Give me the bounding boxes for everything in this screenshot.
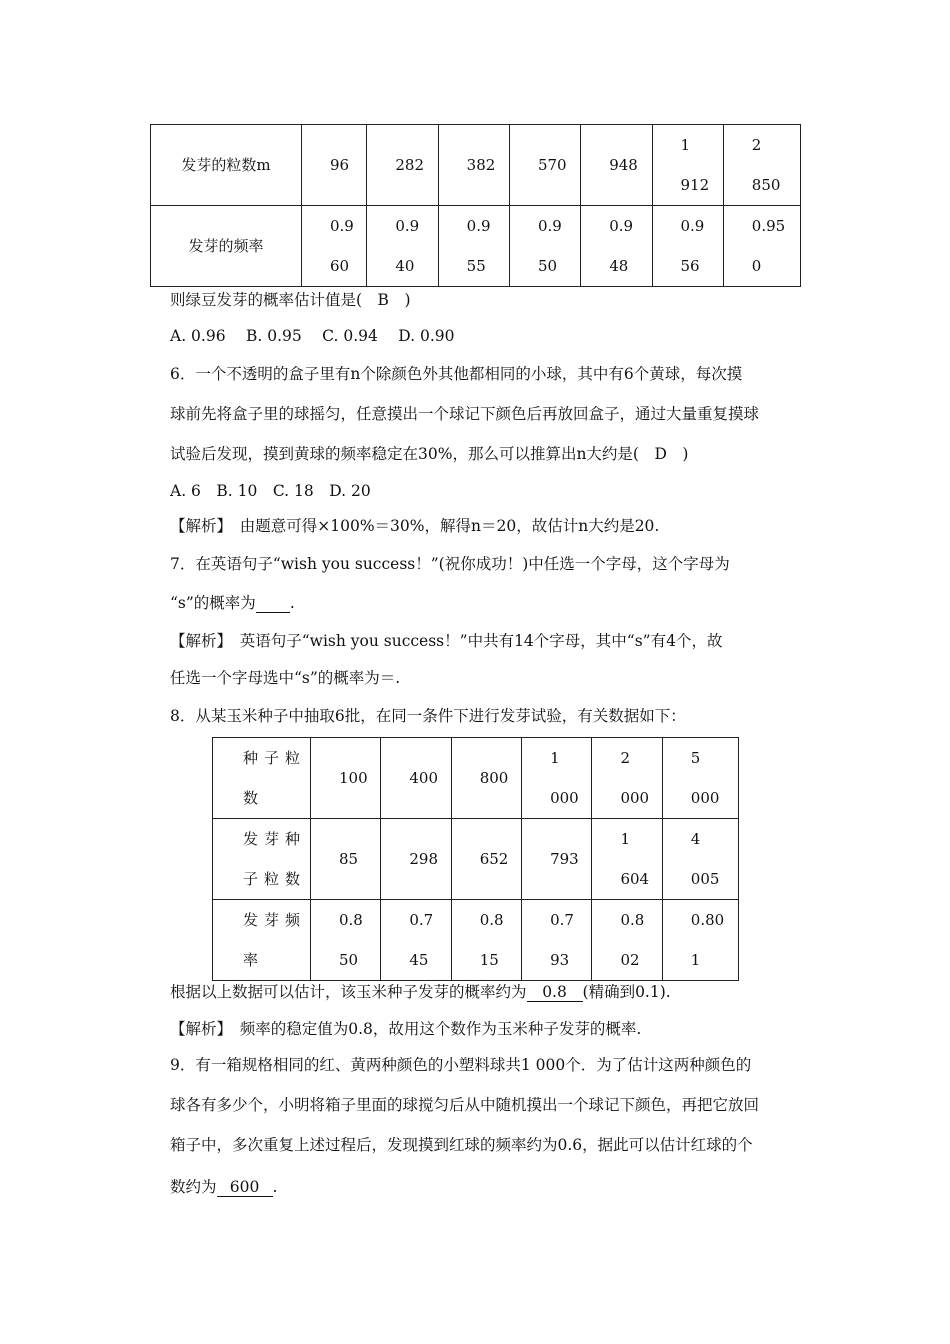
table-cell: 793 [522,819,592,900]
table-cell: 0.9 40 [367,206,438,287]
table-cell: 0.8 50 [311,900,381,981]
table-cell: 948 [581,125,652,206]
table-cell: 0.9 60 [302,206,367,287]
table-cell: 85 [311,819,381,900]
row-header: 发芽频 率 [213,900,311,981]
table-row [213,738,739,819]
q7-analysis-1: 【解析】 英语句子“wish you success！”中共有14个字母，其中“s”有4个，故 [170,632,723,650]
q6-analysis: 【解析】 由题意可得×100%＝30%，解得n＝20，故估计n大约是20. [170,517,660,535]
q9-line-2: 球各有多少个，小明将箱子里面的球搅匀后从中随机摸出一个球记下颜色，再把它放回 [170,1096,760,1114]
q7-line-2-prefix: “s”的概率为 [170,594,256,612]
answer-blank: 0.8 [527,983,583,1002]
q7-line-2-suffix: . [289,594,295,612]
table-cell: 1 912 [652,125,723,206]
q8-analysis: 【解析】 频率的稳定值为0.8，故用这个数作为玉米种子发芽的概率. [170,1020,642,1038]
table-row [213,900,739,981]
table-cell: 0.9 48 [581,206,652,287]
q6-line-2: 球前先将盒子里的球摇匀，任意摸出一个球记下颜色后再放回盒子，通过大量重复摸球 [170,405,760,423]
table-cell: 100 [311,738,381,819]
table-cell: 382 [438,125,509,206]
table-cell: 5 000 [662,738,738,819]
table-cell: 1 604 [592,819,662,900]
table-cell: 282 [367,125,438,206]
table-cell: 0.7 93 [522,900,592,981]
q9-line-3: 箱子中，多次重复上述过程后，发现摸到红球的频率约为0.6，据此可以估计红球的个 [170,1136,753,1154]
q5-question: 则绿豆发芽的概率估计值是( B ) [170,291,411,309]
table-cell: 4 005 [662,819,738,900]
table-cell: 298 [381,819,451,900]
q9-line-4 [170,1175,277,1197]
row-header: 发芽的粒数m [151,125,302,206]
table-cell: 0.7 45 [381,900,451,981]
row-header: 种子粒 数 [213,738,311,819]
q6-options: A. 6 B. 10 C. 18 D. 20 [170,482,371,500]
q8-conclusion-prefix: 根据以上数据可以估计，该玉米种子发芽的概率约为 [170,983,527,1001]
table-cell: 0.9 56 [652,206,723,287]
q8-conclusion [170,980,671,1002]
table-cell: 0.8 15 [451,900,521,981]
germination-table-2 [212,737,739,981]
table-cell: 2 000 [592,738,662,819]
q9-line-4-suffix: . [272,1178,278,1196]
answer-blank [256,594,290,613]
q7-line-1: 7．在英语句子“wish you success！”(祝你成功！)中任选一个字母，这个字母为 [170,555,730,573]
table-cell: 0.8 02 [592,900,662,981]
table-cell: 1 000 [522,738,592,819]
table-cell: 96 [302,125,367,206]
q5-options: A. 0.96 B. 0.95 C. 0.94 D. 0.90 [170,327,455,345]
q8-line-1: 8．从某玉米种子中抽取6批，在同一条件下进行发芽试验，有关数据如下： [170,707,686,725]
table-row [213,819,739,900]
q6-line-1: 6．一个不透明的盒子里有n个除颜色外其他都相同的小球，其中有6个黄球，每次摸 [170,365,743,383]
answer-blank: 600 [217,1178,273,1197]
table-cell: 0.9 55 [438,206,509,287]
table-cell: 0.95 0 [723,206,800,287]
q8-conclusion-suffix: (精确到0.1). [582,983,671,1001]
table-cell: 800 [451,738,521,819]
table-cell: 400 [381,738,451,819]
row-header: 发芽种 子粒数 [213,819,311,900]
q9-line-4-prefix: 数约为 [170,1178,217,1196]
q9-line-1: 9．有一箱规格相同的红、黄两种颜色的小塑料球共1 000个．为了估计这两种颜色的 [170,1056,752,1074]
table-cell: 0.80 1 [662,900,738,981]
table-row [151,206,801,287]
q7-analysis-2: 任选一个字母选中“s”的概率为＝. [170,669,401,687]
table-cell: 570 [509,125,580,206]
q6-line-3: 试验后发现，摸到黄球的频率稳定在30%，那么可以推算出n大约是( D ) [170,445,689,463]
table-cell: 652 [451,819,521,900]
table-row [151,125,801,206]
germination-table-1 [150,124,801,287]
q7-line-2 [170,591,295,613]
table-cell: 2 850 [723,125,800,206]
table-cell: 0.9 50 [509,206,580,287]
row-header: 发芽的频率 [151,206,302,287]
